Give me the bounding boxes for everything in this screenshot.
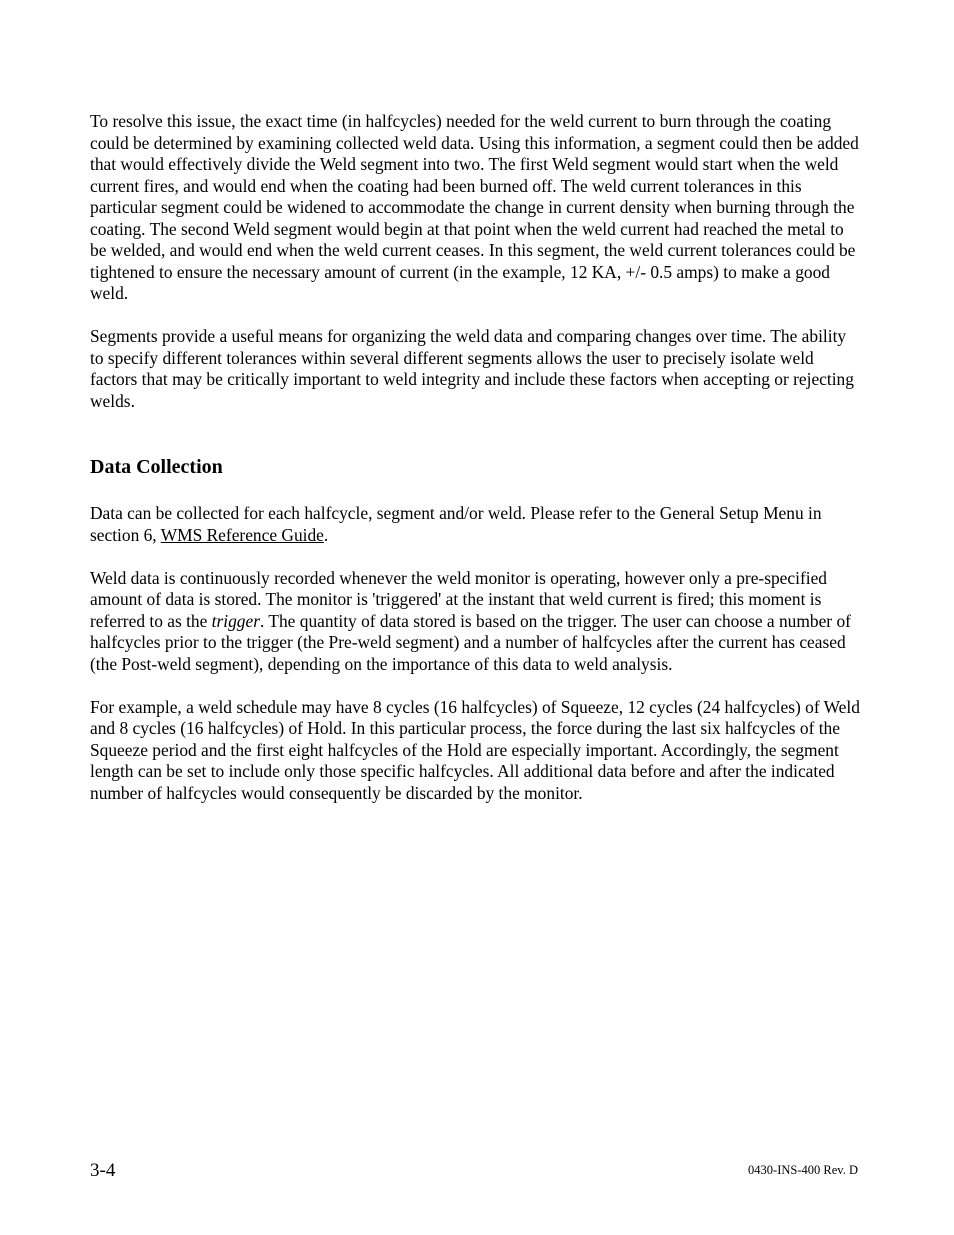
trigger-term: trigger (211, 610, 260, 631)
paragraph-collection-levels (90, 503, 862, 546)
paragraph-segment-division: To resolve this issue, the exact time (in halfcycles) needed for the weld current to burn through the coating could be determined by examining collected weld data. Using this information, a segment could then be added that would effectively divide the Weld segment into two. The first Weld segment would start when the weld current fires, and would end when the coating had been burned off. The weld current tolerances in this particular segment could be widened to accommodate the change in current density when burning through the coating. The second Weld segment would begin at that point when the weld current had reached the metal to be welded, and would end when the weld current ceases. In this segment, the weld current tolerances could be tightened to ensure the necessary amount of current (in the example, 12 KA, +/- 0.5 amps) to make a good weld. (90, 111, 859, 303)
paragraph-text: . The quantity of data stored is based on the trigger. The user can choose a number of halfcycles prior to the trigger (the Pre-weld segment) and a number of halfcycles after the current has ceased (the Post-weld segment), depending on the importance of this data to weld analysis. (90, 610, 851, 674)
paragraph-weld-schedule-example: For example, a weld schedule may have 8 cycles (16 halfcycles) of Squeeze, 12 cycles (24 halfcycles) of Weld and 8 cycles (16 halfcycles) of Hold. In this particular process, the force during the last six halfcycles of the Squeeze period and the first eight halfcycles of the Hold are especially important. Accordingly, the segment length can be set to include only those specific halfcycles. All additional data before and after the indicated number of halfcycles would consequently be discarded by the monitor. (90, 696, 860, 803)
paragraph-trigger (90, 568, 862, 676)
paragraph-text: . (323, 524, 329, 545)
wms-reference-guide-link[interactable]: WMS Reference Guide (160, 524, 324, 545)
page-body (90, 111, 862, 826)
paragraph-segments-usefulness: Segments provide a useful means for organizing the weld data and comparing changes over time. The ability to specify different tolerances within several different segments allows the user to precisely isolate weld factors that may be critically important to weld integrity and include these factors when accepting or rejecting welds. (90, 326, 854, 411)
paragraph-text: Data can be collected for each halfcycle, segment and/or weld. Please refer to the General Setup Menu in section 6, (90, 503, 822, 545)
document-id: 0430-INS-400 Rev. D (748, 1163, 858, 1177)
page-number: 3-4 (90, 1160, 116, 1181)
section-heading-data-collection: Data Collection (90, 456, 223, 478)
paragraph-text: Weld data is continuously recorded whenever the weld monitor is operating, however only a pre-specified amount of data is stored. The monitor is 'triggered' at the instant that weld current is fired; this moment is referred to as the (90, 567, 827, 631)
